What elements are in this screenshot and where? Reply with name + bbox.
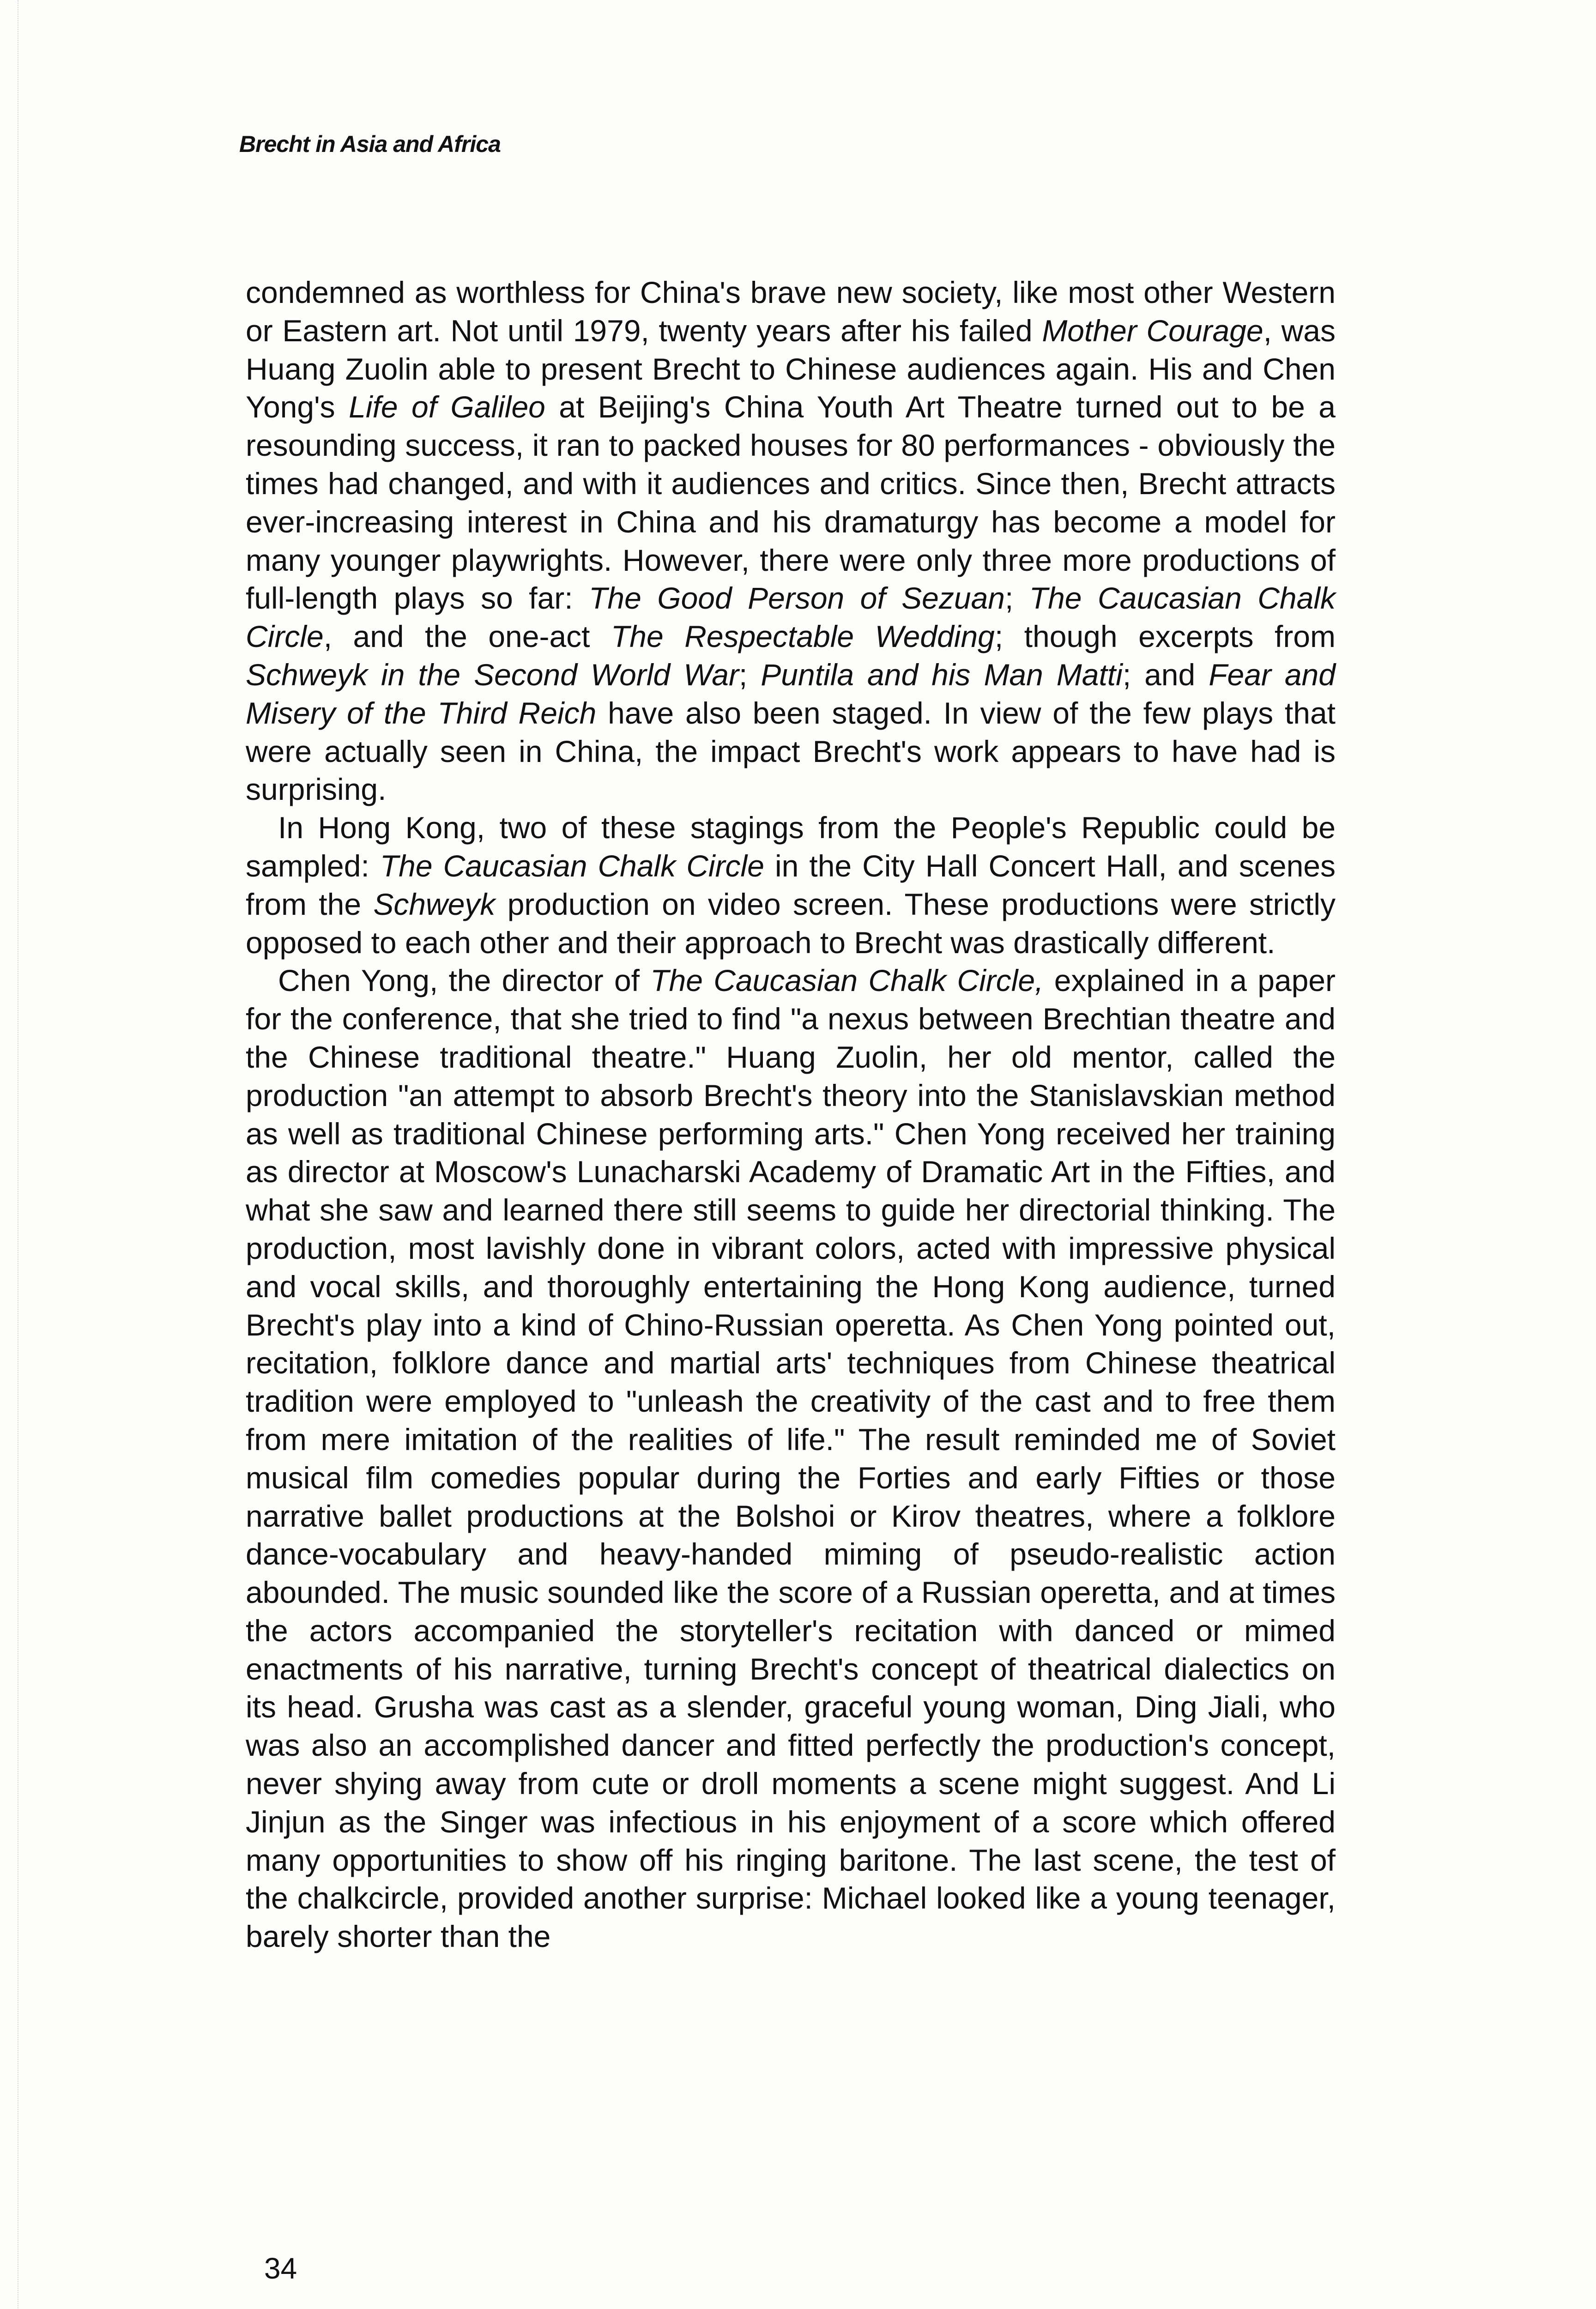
- play-title: Mother Courage: [1042, 313, 1264, 348]
- text-run: have also been staged. In view of the few plays that were actually seen in China, the impact Brecht's work appears to have had is surprising.: [246, 695, 1336, 807]
- text-run: ;: [738, 657, 761, 692]
- text-run: explained in a paper for the conference, that she tried to find "a nexus between Brechtian theatre and the Chinese traditional theatre." Huang Zuolin, her old mentor, called the production "an attempt to absorb Brecht's theory into the Stanislavskian method as well as traditional Chinese performing arts." Chen Yong received her training as director at Moscow's Lunacharski Academy of Dramatic Art in the Fifties, and what she saw and learned there still seems to guide her directorial thinking. The production, most lavishly done in vibrant colors, acted with impressive physical and vocal skills, and thoroughly entertaining the Hong Kong audience, turned Brecht's play into a kind of Chino-Russian operetta. As Chen Yong pointed out, recitation, folklore dance and martial arts' techniques from Chinese theatrical tradition were employed to "unleash the creativity of the cast and to free them from mere imitation of the realities of life." The result reminded me of Soviet musical film comedies popular during the Forties and early Fifties or those narrative ballet productions at the Bolshoi or Kirov theatres, where a folklore dance-vocabulary and heavy-handed miming of pseudo-realistic action abounded. The music sounded like the score of a Russian operetta, and at times the actors accompanied the storyteller's recitation with danced or mimed enactments of his narrative, turning Brecht's concept of theatrical dialectics on its head. Grusha was cast as a slender, graceful young woman, Ding Jiali, who was also an accomplished dancer and fitted perfectly the production's concept, never shying away from cute or droll moments a scene might suggest. And Li Jinjun as the Singer was infectious in his enjoyment of a score which offered many opportunities to show off his ringing baritone. The last scene, the test of the chalkcircle, provided another surprise: Michael looked like a young teenager, barely shorter than the: [246, 963, 1336, 1954]
- text-run: ;: [1005, 581, 1029, 616]
- play-title: Fear and Misery of the Third Reich: [246, 657, 1336, 730]
- running-header: Brecht in Asia and Africa: [239, 131, 501, 157]
- play-title: The Caucasian Chalk Circle,: [650, 963, 1044, 998]
- text-run: production on video screen. These productions were strictly opposed to each other and their approach to Brecht was drastically different.: [246, 887, 1336, 960]
- play-title: Puntila and his Man Matti: [761, 657, 1123, 692]
- body-text: [246, 273, 1336, 1956]
- play-title: Life of Galileo: [349, 390, 545, 424]
- paragraph-3: [246, 961, 1336, 1956]
- paragraph-2: [246, 809, 1336, 961]
- text-run: condemned as worthless for China's brave new society, like most other Western or Eastern art. Not until 1979, twenty years after his failed: [246, 275, 1336, 348]
- paragraph-1: [246, 273, 1336, 809]
- text-run: , and the one-act: [323, 619, 611, 654]
- play-title: Schweyk: [373, 887, 496, 921]
- text-run: Chen Yong, the director of: [278, 963, 651, 998]
- text-run: in the City Hall Concert Hall, and scenes from the: [246, 848, 1336, 921]
- text-run: ; and: [1122, 657, 1209, 692]
- play-title: The Caucasian Chalk Circle: [380, 848, 764, 883]
- play-title: The Good Person of Sezuan: [589, 581, 1005, 616]
- page-number: 34: [264, 2252, 297, 2285]
- play-title: The Respectable Wedding: [611, 619, 995, 654]
- text-run: In Hong Kong, two of these stagings from the People's Republic could be sampled:: [246, 810, 1336, 883]
- text-run: ; though excerpts from: [994, 619, 1336, 654]
- text-run: , was Huang Zuolin able to present Brecht to Chinese audiences again. His and Chen Yong's: [246, 313, 1336, 424]
- play-title: Schweyk in the Second World War: [246, 657, 739, 692]
- play-title: The Caucasian Chalk Circle: [246, 581, 1336, 654]
- text-run: at Beijing's China Youth Art Theatre turned out to be a resounding success, it ran to packed houses for 80 performances - obviously the times had changed, and with it audiences and critics. Since then, Brecht attracts ever-increasing interest in China and his dramaturgy has become a model for many younger playwrights. However, there were only three more productions of full-length plays so far:: [246, 390, 1336, 616]
